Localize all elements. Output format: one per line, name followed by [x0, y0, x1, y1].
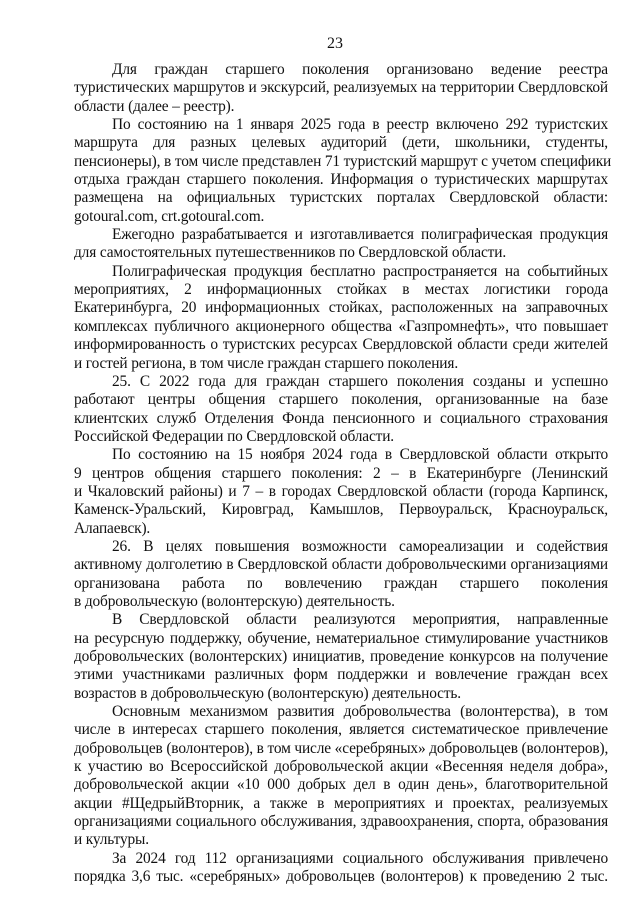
- text-line: числе в интересах старшего поколения, является систематическое привлечение: [74, 721, 608, 739]
- text-line: Каменск-Уральский, Кировград, Камышлов, Первоуральск, Красноуральск,: [74, 501, 608, 519]
- text-line: и культуры.: [74, 831, 149, 849]
- text-line: добровольцев (волонтеров), в том числе «серебряных» добровольцев (волонтеров),: [74, 739, 609, 757]
- text-line: для самостоятельных путешественников по Свердловской области.: [74, 244, 507, 262]
- text-line: добровольческих (волонтерских) инициатив, проведение конкурсов на получение: [74, 648, 608, 665]
- text-line: организациями социального обслуживания, здравоохранения, спорта, образования: [74, 813, 608, 831]
- text-line: порядка 3,6 тыс. «серебряных» добровольцев (волонтеров) к проведению 2 тыс.: [74, 868, 608, 886]
- text-line: gotoural.com, crt.gotoural.com.: [74, 207, 265, 225]
- paragraph-centers-count: [74, 446, 608, 538]
- text-line: и гостей региона, в том числе граждан старшего поколения.: [74, 354, 459, 372]
- text-line: возрастов в добровольческую (волонтерскую) деятельность.: [74, 684, 461, 702]
- text-line: клиентских служб Отделения Фонда пенсионного и социального страхования: [74, 409, 608, 427]
- paragraph-printed-products: [74, 226, 608, 263]
- text-line: Российской Федерации по Свердловской области.: [74, 427, 395, 445]
- text-line: добровольческой акции «10 000 добрых дел в один день», благотворительной: [74, 776, 608, 794]
- text-line: области (далее – реестр).: [74, 97, 235, 115]
- text-line: 25. С 2022 года для граждан старшего поколения созданы и успешно: [112, 372, 608, 390]
- text-line: По состоянию на 15 ноября 2024 года в Свердловской области открыто: [112, 446, 608, 464]
- text-line: Алапаевск).: [74, 519, 151, 537]
- text-line: 9 центров общения старшего поколения: 2 – в Екатеринбурге (Ленинский: [74, 464, 608, 482]
- text-line: этими участниками различных форм поддержки и вовлечение граждан всех: [74, 666, 608, 684]
- text-line: работают центры общения старшего поколения, организованные на базе: [74, 391, 608, 409]
- text-line: акции #ЩедрыйВторник, а также в мероприятиях и проектах, реализуемых: [74, 794, 608, 812]
- text-line: По состоянию на 1 января 2025 года в реестр включено 292 туристских: [112, 116, 608, 134]
- text-line: пенсионеры), в том числе представлен 71 туристский маршрут с учетом специфики: [74, 152, 612, 170]
- text-line: маршрута для разных целевых аудиторий (дети, школьники, студенты,: [74, 134, 608, 152]
- text-line: комплексах публичного акционерного общества «Газпромнефть», что повышает: [74, 317, 608, 335]
- text-line: туристических маршрутов и экскурсий, реализуемых на территории Свердловской: [74, 79, 608, 97]
- text-line: размещена на официальных туристских порталах Свердловской области:: [74, 189, 608, 207]
- text-line: Полиграфическая продукция бесплатно распространяется на событийных: [112, 262, 608, 280]
- text-line: Екатеринбурга, 20 информационных стойках, расположенных на заправочных: [74, 299, 608, 317]
- text-line: к участию во Всероссийской добровольческой акции «Весенняя неделя добра»,: [74, 758, 608, 776]
- text-line: активному долголетию в Свердловской области добровольческими организациями: [74, 556, 608, 574]
- paragraph-volunteer-2024: [74, 850, 608, 887]
- text-line: мероприятиях, 2 информационных стойках в местах логистики города: [74, 281, 608, 299]
- text-line: Ежегодно разрабатывается и изготавливается полиграфическая продукция: [112, 226, 608, 244]
- page-number: 23: [327, 35, 343, 52]
- text-line: 26. В целях повышения возможности самореализации и содействия: [112, 537, 608, 555]
- text-line: За 2024 год 112 организациями социального обслуживания привлечено: [112, 849, 608, 867]
- text-line: Основным механизмом развития добровольчества (волонтерства), в том: [112, 703, 608, 721]
- text-line: Для граждан старшего поколения организовано ведение реестра: [112, 61, 608, 78]
- text-line: организована работа по вовлечению граждан старшего поколения: [74, 574, 608, 592]
- paragraph-printed-distribution: [74, 263, 608, 373]
- paragraph-registry-status: [74, 116, 612, 226]
- text-line: информированность о туристских ресурсах Свердловской области среди жителей: [74, 336, 608, 354]
- paragraph-item-25: [74, 373, 608, 446]
- paragraph-volunteer-support: [74, 611, 608, 703]
- paragraph-volunteer-mechanism: [74, 703, 608, 850]
- text-line: отдыха граждан старшего поколения. Информация о туристических маршрутах: [74, 171, 608, 189]
- document-body: [74, 61, 612, 886]
- text-line: в добровольческую (волонтерскую) деятельность.: [74, 592, 395, 610]
- paragraph-item-26: [74, 538, 608, 611]
- text-line: на ресурсную поддержку, обучение, нематериальное стимулирование участников: [74, 629, 608, 647]
- text-line: и Чкаловский районы) и 7 – в городах Свердловской области (города Карпинск,: [74, 482, 608, 500]
- text-line: В Свердловской области реализуются мероприятия, направленные: [112, 611, 608, 629]
- paragraph-registry-intro: [74, 61, 608, 116]
